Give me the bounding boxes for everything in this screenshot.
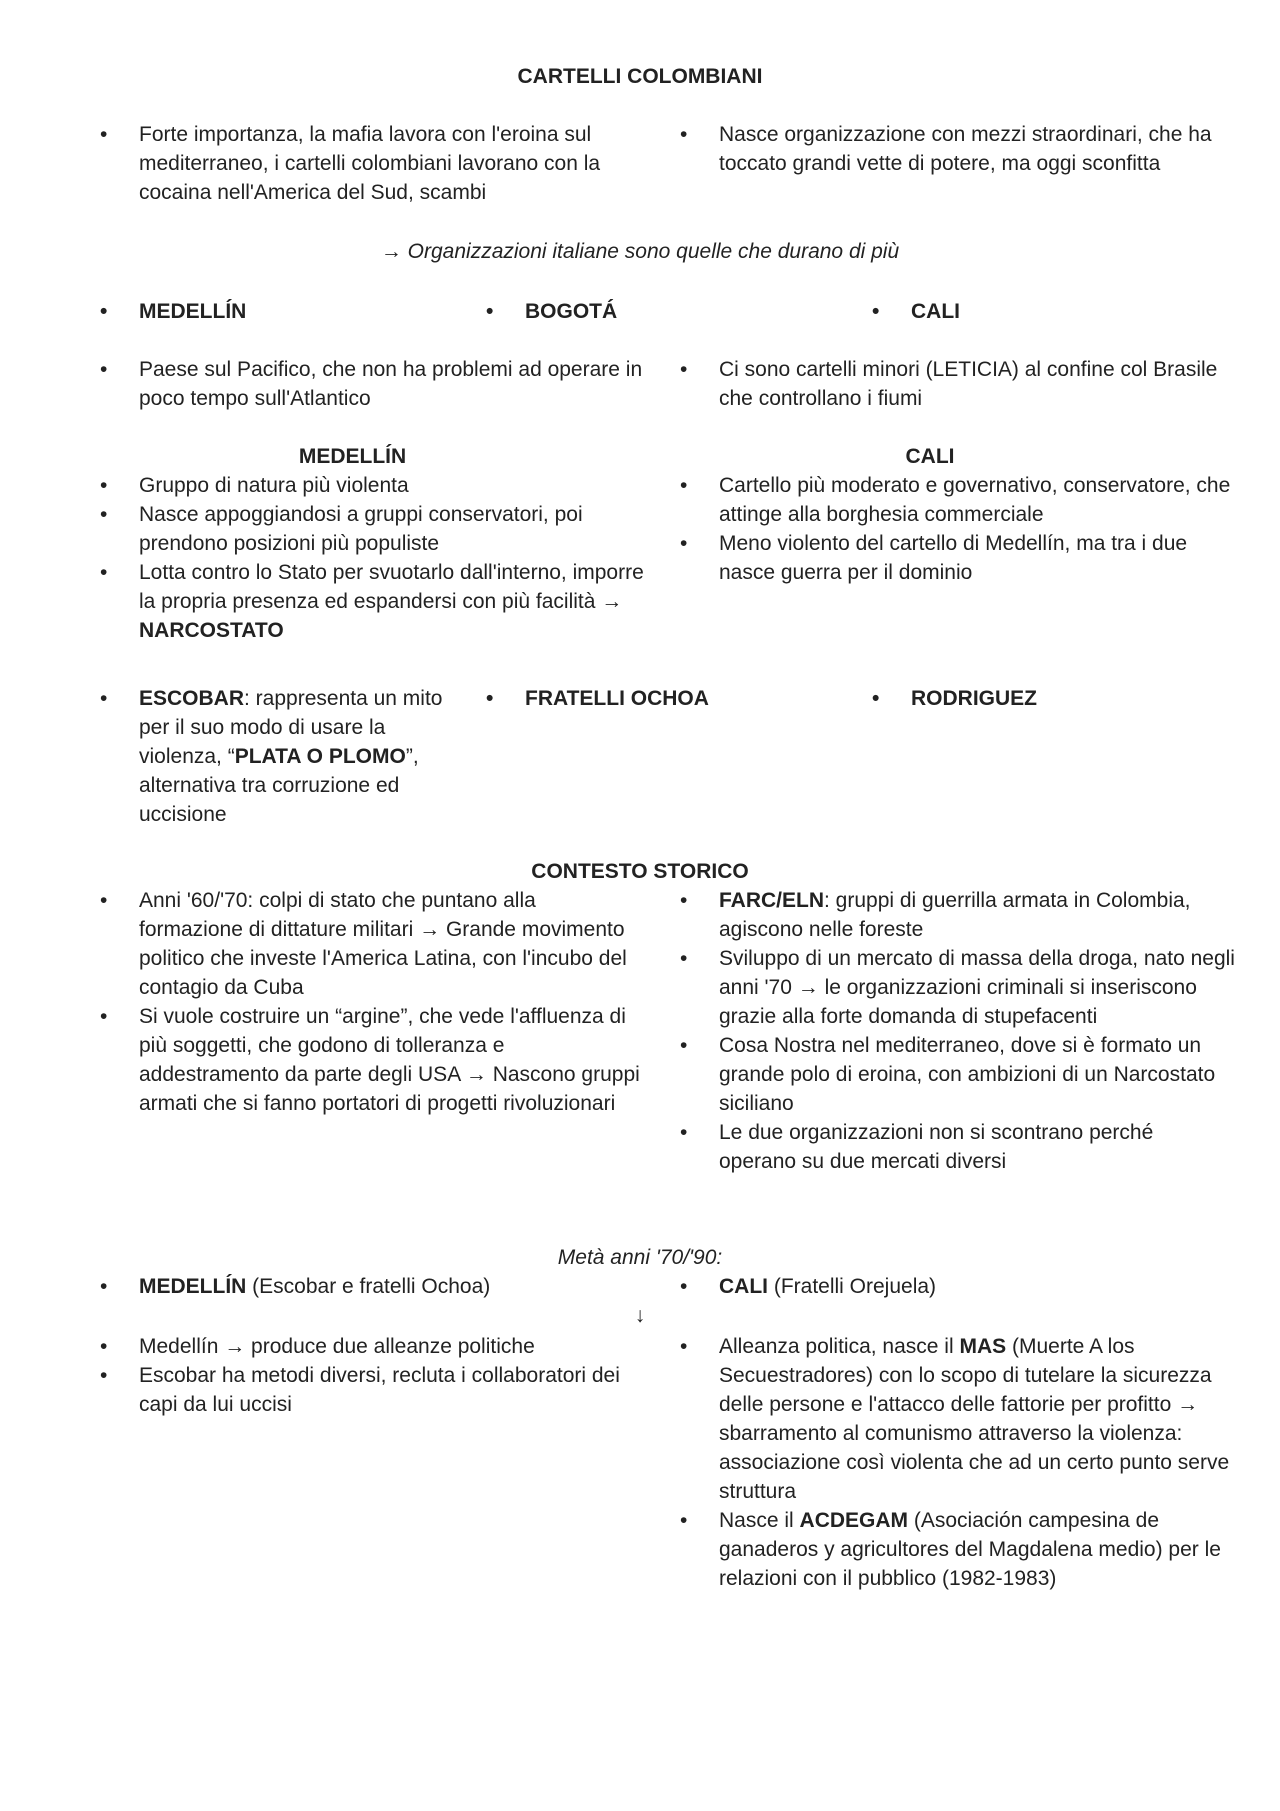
period-cali-list — [680, 1272, 1235, 1301]
list-item: • CALI (Fratelli Orejuela) — [680, 1272, 1235, 1301]
list-item: • Sviluppo di un mercato di massa della droga, nato negli anni '70 → le organizzazioni criminali si inseriscono grazie alla forte domanda di stupefacenti — [680, 944, 1235, 1031]
medellin-list — [100, 471, 645, 645]
list-item: • Cosa Nostra nel mediterraneo, dove si è formato un grande polo di eroina, con ambizioni di un Narcostato siciliano — [680, 1031, 1235, 1118]
farc-eln-label: FARC/ELN — [719, 889, 824, 912]
list-item: • Alleanza politica, nasce il MAS (Muerte A los Secuestradores) con lo scopo di tutelare la sicurezza delle persone e l'attacco delle fattorie per profitto → sbarramento al comunismo attraverso la violenza: associazione così violenta che ad un certo punto serve struttura — [680, 1332, 1235, 1506]
list-item: • Ci sono cartelli minori (LETICIA) al confine col Brasile che controllano i fiumi — [680, 355, 1235, 413]
period-heading: Metà anni '70/'90: — [557, 1246, 723, 1269]
list-item: • Le due organizzazioni non si scontrano perché operano su due mercati diversi — [680, 1118, 1235, 1176]
list-item: • Cartello più moderato e governativo, conservatore, che attinge alla borghesia commerciale — [680, 471, 1235, 529]
list-item — [100, 558, 645, 645]
plata-o-plomo: PLATA O PLOMO — [234, 745, 406, 768]
period-left-list — [100, 1332, 645, 1419]
italian-organizations-note: → Organizzazioni italiane sono quelle che durano di più — [380, 240, 900, 263]
list-item: • Nasce appoggiandosi a gruppi conservatori, poi prendono posizioni più populiste — [100, 500, 645, 558]
contesto-heading: CONTESTO STORICO — [531, 860, 749, 883]
narcostato-text: Lotta contro lo Stato per svuotarlo dall'interno, imporre la propria presenza ed espandersi con più facilità → — [139, 561, 644, 613]
down-arrow-icon: ↓ — [634, 1304, 646, 1327]
city-bogota-list — [486, 297, 846, 326]
city-medellin: • MEDELLÍN — [100, 297, 500, 326]
list-item: • Medellín → produce due alleanze politiche — [100, 1332, 645, 1361]
escobar-name: ESCOBAR — [139, 687, 245, 710]
list-item: • Si vuole costruire un “argine”, che vede l'affluenza di più soggetti, che godono di tolleranza e addestramento da parte degli USA → Nascono gruppi armati che si fanno portatori di progetti rivoluzionari — [100, 1002, 645, 1118]
intro-left-list — [100, 120, 645, 207]
cali-heading: CALI — [905, 445, 955, 468]
list-item: • Escobar ha metodi diversi, recluta i collaboratori dei capi da lui uccisi — [100, 1361, 645, 1419]
geo-left-list — [100, 355, 645, 413]
city-medellin-list — [100, 297, 500, 326]
contesto-left-list — [100, 886, 645, 1118]
list-item: • Gruppo di natura più violenta — [100, 471, 645, 500]
period-medellin-list — [100, 1272, 645, 1301]
escobar-list — [100, 684, 445, 829]
page-title: CARTELLI COLOMBIANI — [517, 65, 763, 88]
list-item: • Nasce organizzazione con mezzi straordinari, che ha toccato grandi vette di potere, ma oggi sconfitta — [680, 120, 1235, 178]
city-bogota: • BOGOTÁ — [486, 297, 846, 326]
rodriguez-list — [872, 684, 1232, 713]
list-item: • Meno violento del cartello di Medellín, ma tra i due nasce guerra per il dominio — [680, 529, 1235, 587]
rodriguez: • RODRIGUEZ — [872, 684, 1232, 713]
period-right-list — [680, 1332, 1235, 1593]
city-cali: • CALI — [872, 297, 1232, 326]
acdegam-label: ACDEGAM — [799, 1509, 909, 1532]
list-item: • FARC/ELN: gruppi di guerrilla armata in Colombia, agiscono nelle foreste — [680, 886, 1235, 944]
cali-list — [680, 471, 1235, 587]
list-item: • MEDELLÍN (Escobar e fratelli Ochoa) — [100, 1272, 645, 1301]
list-item: • Forte importanza, la mafia lavora con l'eroina sul mediterraneo, i cartelli colombiani lavorano con la cocaina nell'America del Sud, scambi — [100, 120, 645, 207]
contesto-right-list — [680, 886, 1235, 1176]
fratelli-ochoa: • FRATELLI OCHOA — [486, 684, 846, 713]
geo-right-list — [680, 355, 1235, 413]
list-item: • Nasce il ACDEGAM (Asociación campesina de ganaderos y agricultores del Magdalena medio) per le relazioni con il pubblico (1982-1983) — [680, 1506, 1235, 1593]
medellin-heading: MEDELLÍN — [298, 445, 407, 468]
list-item: • Paese sul Pacifico, che non ha problemi ad operare in poco tempo sull'Atlantico — [100, 355, 645, 413]
intro-right-list — [680, 120, 1235, 178]
ochoa-list — [486, 684, 846, 713]
mas-label: MAS — [959, 1335, 1007, 1358]
narcostato-label: NARCOSTATO — [139, 619, 284, 642]
list-item: • ESCOBAR: rappresenta un mito per il suo modo di usare la violenza, “PLATA O PLOMO”, alternativa tra corruzione ed uccisione — [100, 684, 445, 829]
list-item: • Anni '60/'70: colpi di stato che puntano alla formazione di dittature militari → Grande movimento politico che investe l'America Latina, con l'incubo del contagio da Cuba — [100, 886, 645, 1002]
city-cali-list — [872, 297, 1232, 326]
